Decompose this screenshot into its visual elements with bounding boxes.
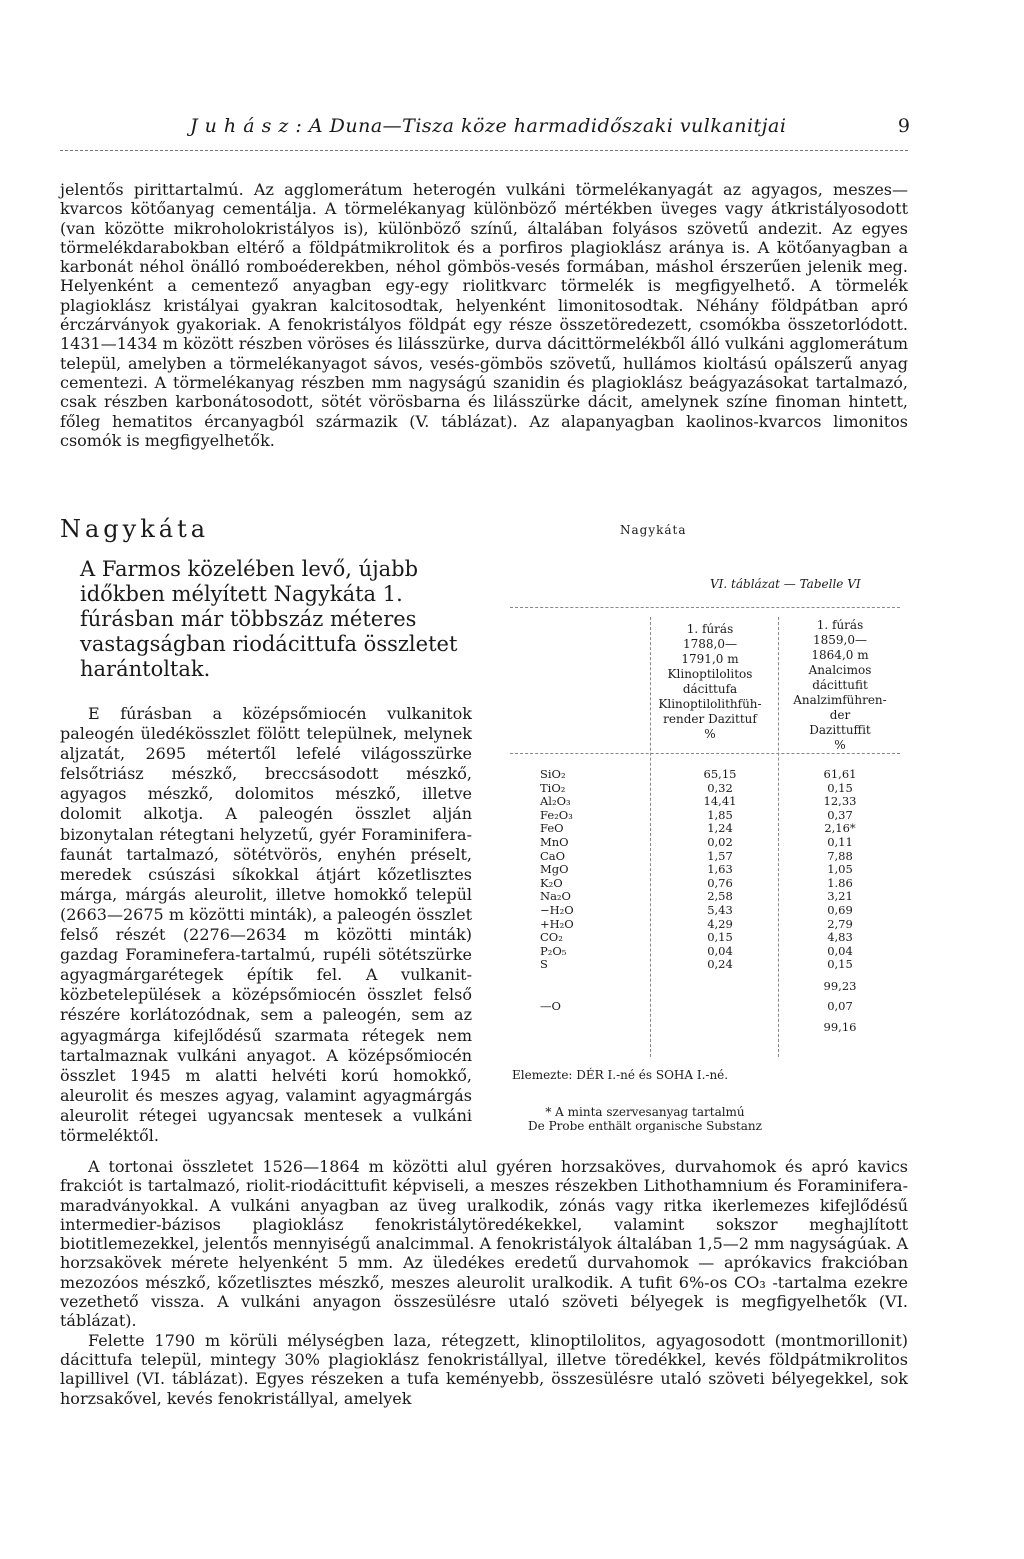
section-subtitle: A Farmos közelében levő, újabb időkben mélyített Nagykáta 1. fúrásban már többszáz méteres vastagságban riodácittufa összletet harántoltak. [80,557,458,681]
table-row: K₂O 0,76 1.86 [540,875,853,890]
table-analysts: Elemezte: DÉR I.-né és SOHA I.-né. [512,1068,729,1082]
table-row: Al₂O₃ 14,41 12,33 [540,794,857,809]
page-number: 9 [897,115,910,137]
table-header-rule [510,753,900,754]
section-title: Nagykáta [60,515,210,543]
table-row: MgO 1,63 1,05 [540,862,853,877]
column-header-a: 1. fúrás 1788,0— 1791,0 m Klinoptilolitos dácittufa Klinoptilolithfüh- render Dazittuf % [658,622,762,741]
table-row: +H₂O 4,29 2,79 [540,916,853,931]
intro-paragraph: jelentős pirittartalmú. Az agglomerátum heterogén vulkáni törmelékanyagát az agyagos, meszes—kvarcos kötőanyag cementálja. A törmelékanyag különböző mértékben üveges vagy átkristályosodott (van közötte mikroholokristályos is), különböző színű, általában folyásos szövetű andezit. Az egyes törmelékdarabokban eltérő a földpátmikrolitok és a porfiros plagioklász aránya is. A kötőanyagban a karbonát néhol önálló romboéderekben, néhol gömbös-vesés formában, máshol érszerűen jelenik meg. Helyenként a cementező anyagban egy-egy riolitkvarc törmelék is megfigyelhető. A törmelék plagioklász kristályai gyakran kalcitosodtak, helyenként limonitosodtak. Néhány földpátban apró érczárványok gyakoriak. A fenokristályos földpát egy része összetöredezett, csomókba összetorlódott. 1431—1434 m között részben vöröses és lilásszürke, durva dácittörmelékből álló vulkáni agglomerátum települ, amelyben a törmelékanyagot sávos, vesés-gömbös szövetű, hullámos kioltású opálszerű anyag cementezi. A törmelékanyag részben mm nagyságú szanidin és plagioklász beágyazásokat tartalmazó, csak részben karbonátosodott, sötét vörösbarna és lilásszürke dácit, amelynek színe finoman hintett, főleg hematitos ércanyagból származik (V. táblázat). Az alapanyagban kaolinos-kvarcos limonitos csomók is megfigyelhetők. [60,180,908,450]
table-row: SiO₂ 65,15 61,61 [540,767,857,781]
table-body [510,767,900,1034]
table-row: S 0,24 0,15 [540,957,853,972]
bottom-paragraph-2: Felette 1790 m körüli mélységben laza, rétegzett, klinoptilolitos, agyagosodott (montmorillonit) dácittufa települ, mintegy 30% plagioklász fenokristállyal, illetve töredékkel, kevés földpátmikrolitos lapillivel (VI. táblázat). Egyes részeken a tufa keményebb, összesülésre utaló szöveti bélyegekkel, sok horzsakővel, kevés fenokristállyal, amelyek [60,1330,908,1408]
table-row-total: 99,16 [823,1020,857,1035]
table-location: Nagykáta [620,523,687,537]
table-row-minus-o: —O 0,07 [540,998,853,1013]
bottom-paragraph-1: A tortonai összletet 1526—1864 m közötti alul gyéren horzsaköves, durvahomok és apró kavics frakciót is tartalmazó, riolit-riodácittufit képviseli, a meszes részekben Lithothamnium és Foraminifera-maradványokkal. A vulkáni anyagban az üveg uralkodik, zónás vagy ritka ikerlemezes kifejlődésű intermedier-bázisos plagioklász fenokristálytöredékekkel, valamint sokszor meghajlított biotitlemezekkel, jelentős mennyiségű analcimmal. A fenokristályok általában 1,5—2 mm nagyságúak. A horzsakövek mérete helyenként 5 mm. Az üledékes eredetű durvahomok — aprókavics frakcióban mezozóos mészkő, kőzetlisztes mészkő, meszes aleurolit uralkodik. A tufit 6%-os CO₃ -tartalma ezekre vezethető vissza. A vulkáni anyagon összesülésre utaló szöveti bélyegek is megfigyelhetők (VI. táblázat). [60,1157,908,1331]
table-row: Na₂O 2,58 3,21 [540,889,853,904]
header-divider [60,150,908,151]
left-column [60,515,472,1146]
running-header [190,115,910,145]
table-row: TiO₂ 0,32 0,15 [540,780,853,795]
table-row: CaO 1,57 7,88 [540,848,853,863]
header-title: J u h á s z : A Duna—Tisza köze harmadidőszaki vulkanitjai [190,115,787,137]
table-row: Fe₂O₃ 1,85 0,37 [540,807,853,822]
table-row: CO₂ 0,15 4,83 [540,930,853,945]
column-paragraph: E fúrásban a középsőmiocén vulkanitok paleogén üledékösszlet fölött települnek, melynek aljzatát, 2695 métertől lefelé világosszürke felsőtriász mészkő, breccsásodott mészkő, agyagos mészkő, dolomitos mészkő, illetve dolomit alkotja. A paleogén összlet alján bizonytalan rétegtani helyzetű, gyér Foraminifera-faunát tartalmazó, sötétvörös, enyhén préselt, meredek csúszási síkokkal átjárt kőzetlisztes márga, márgás aleurolit, illetve homokkő települ (2663—2675 m közötti minták), a paleogén összlet felső részét (2276—2634 m közötti minták) gazdag Foraminefera-tartalmú, rupéli sötétszürke agyagmárgarétegek építik fel. A vulkanit-közbetelepülések a középsőmiocén összlet felső részére korlátozódnak, sem a paleogén, sem az agyagmárga kifejlődésű szarmata rétegek nem tartalmaznak vulkáni anyagot. A középsőmiocén összlet 1945 m alatti helvéti korú homokkő, aleurolit és meszes agyag, valamint agyagmárgás aleurolit rétegei ugyancsak mentesek a vulkáni törmeléktől. [60,704,472,1145]
bottom-text [60,1157,908,1408]
table-spacer [510,971,900,979]
table-row: MnO 0,02 0,11 [540,834,853,849]
table-caption: VI. táblázat — Tabelle VI [710,577,861,591]
table-row: FeO 1,24 2,16* [540,821,856,836]
table-row: P₂O₅ 0,04 0,04 [540,943,853,958]
column-header-b: 1. fúrás 1859,0— 1864,0 m Analcimos dácittufit Analzimführen- der Dazittuffit % [793,618,887,752]
table-footnote: * A minta szervesanyag tartalmú De Probe enthält organische Substanz [528,1105,762,1133]
table-row: −H₂O 5,43 0,69 [540,902,853,917]
table-row-subtotal: 99,23 [823,978,857,993]
table-top-rule [510,607,900,608]
